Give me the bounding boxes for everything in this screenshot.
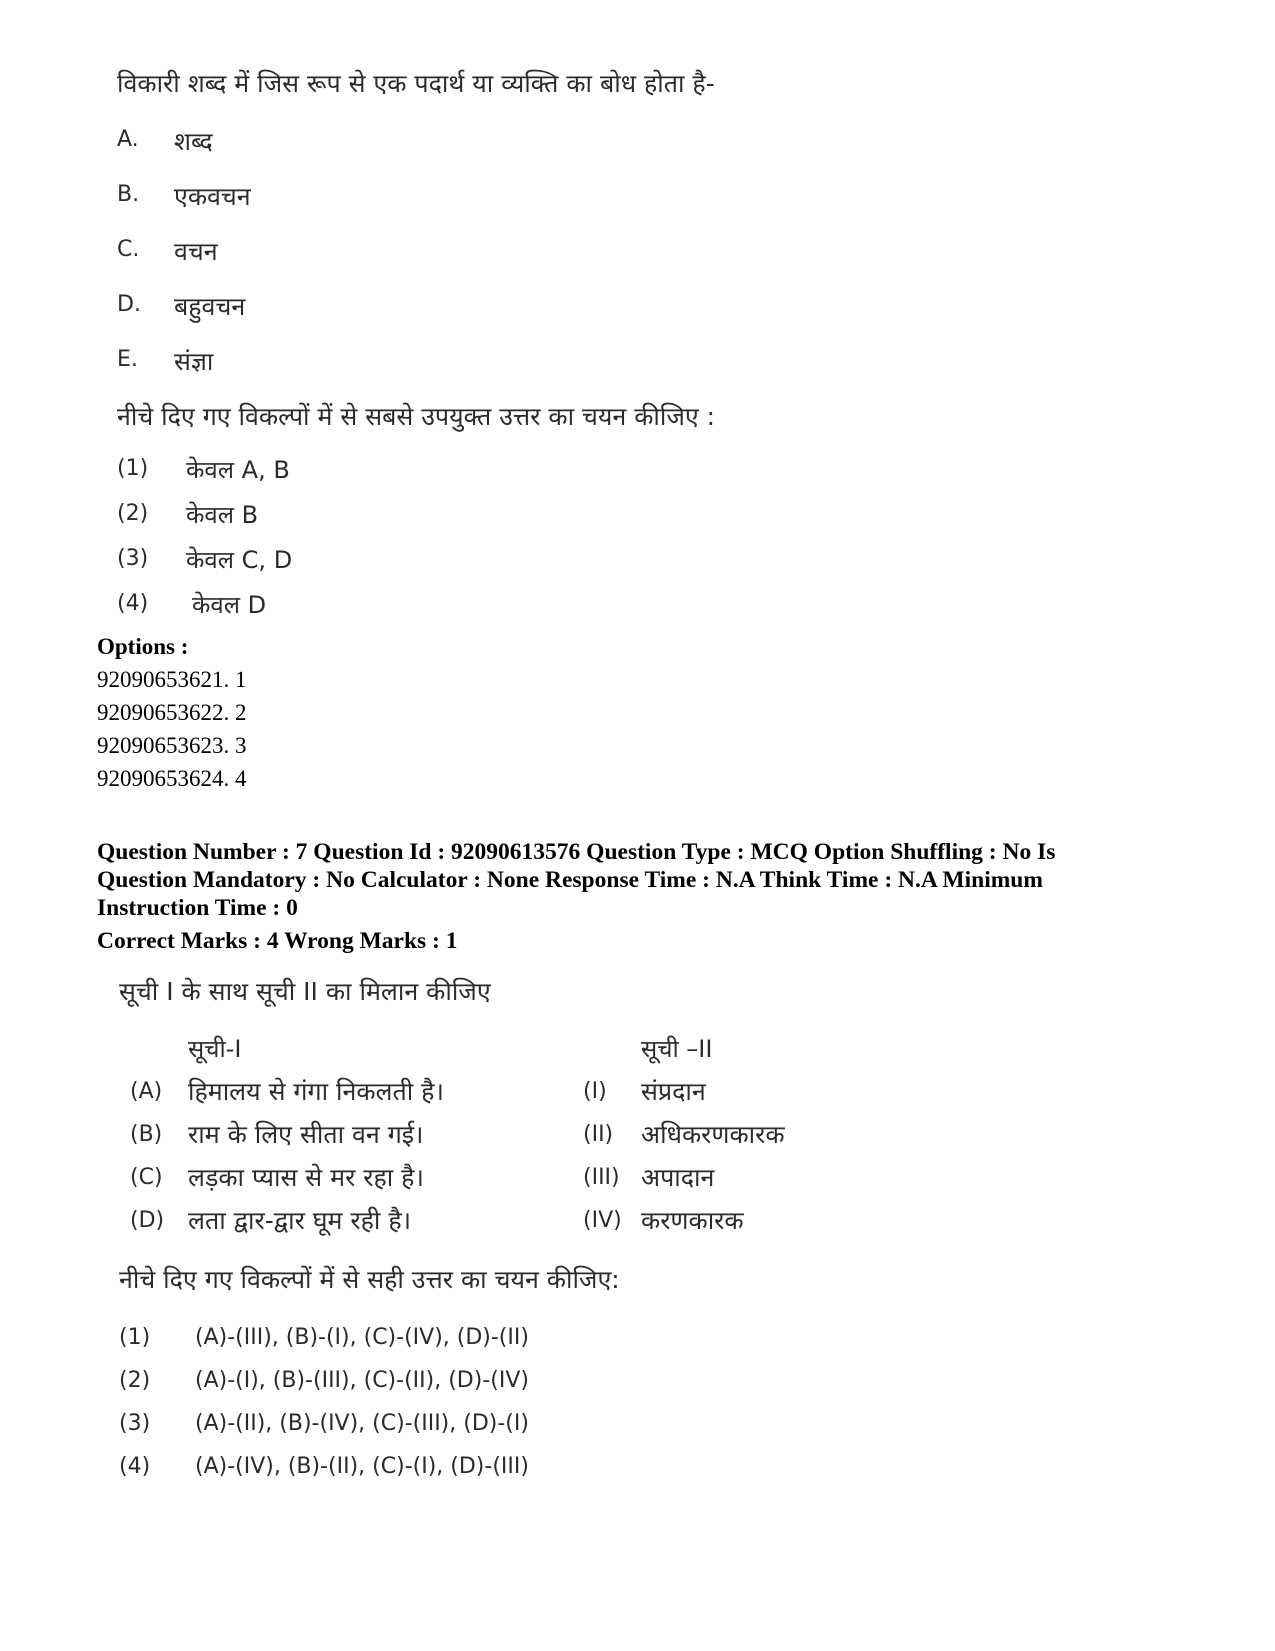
q7-instruction: नीचे दिए गए विकल्पों में से सही उत्तर का चयन कीजिए: bbox=[119, 1265, 620, 1294]
list2-item-label: (II) bbox=[583, 1122, 614, 1147]
q6-choice-number: (2) bbox=[117, 501, 149, 526]
q7-choice-text: (A)-(II), (B)-(IV), (C)-(III), (D)-(I) bbox=[195, 1411, 529, 1436]
q7-choice-text: (A)-(I), (B)-(III), (C)-(II), (D)-(IV) bbox=[195, 1368, 529, 1393]
q6-choice-number: (4) bbox=[117, 591, 149, 616]
list2-item-text: अपादान bbox=[641, 1163, 715, 1192]
q6-statement-label: C. bbox=[117, 237, 140, 262]
list1-item-text: हिमालय से गंगा निकलती है। bbox=[188, 1077, 444, 1106]
marks-info: Correct Marks : 4 Wrong Marks : 1 bbox=[97, 928, 458, 954]
q7-choice-text: (A)-(IV), (B)-(II), (C)-(I), (D)-(III) bbox=[195, 1454, 529, 1479]
option-id: 92090653623. 3 bbox=[97, 733, 247, 758]
q6-statement-text: बहुवचन bbox=[174, 292, 246, 321]
q6-choice-number: (3) bbox=[117, 546, 149, 571]
list2-item-label: (III) bbox=[583, 1165, 620, 1190]
q6-choice-text: केवल C, D bbox=[186, 546, 293, 574]
question-meta-line: Question Number : 7 Question Id : 92090613576 Question Type : MCQ Option Shuffling : No Is bbox=[97, 839, 1056, 865]
list1-item-text: लता द्वार-द्वार घूम रही है। bbox=[188, 1206, 412, 1235]
q6-statement-text: वचन bbox=[174, 237, 218, 266]
q7-choice-text: (A)-(III), (B)-(I), (C)-(IV), (D)-(II) bbox=[195, 1325, 529, 1350]
q7-choice-number: (2) bbox=[119, 1368, 151, 1393]
q6-stem: विकारी शब्द में जिस रूप से एक पदार्थ या व्यक्ति का बोध होता है- bbox=[117, 69, 715, 98]
option-id: 92090653624. 4 bbox=[97, 766, 247, 791]
list1-heading: सूची-I bbox=[188, 1035, 242, 1063]
list1-item-label: (D) bbox=[130, 1208, 165, 1233]
q7-choice-number: (1) bbox=[119, 1325, 151, 1350]
question-meta-line: Instruction Time : 0 bbox=[97, 895, 298, 921]
list1-item-label: (C) bbox=[130, 1165, 163, 1190]
options-heading: Options : bbox=[97, 634, 189, 659]
list1-item-text: लड़का प्यास से मर रहा है। bbox=[188, 1163, 424, 1192]
list1-item-text: राम के लिए सीता वन गई। bbox=[188, 1120, 424, 1149]
q6-statement-label: E. bbox=[117, 347, 138, 372]
q7-choice-number: (4) bbox=[119, 1454, 151, 1479]
q6-statement-text: एकवचन bbox=[174, 182, 251, 211]
list1-item-label: (B) bbox=[130, 1122, 163, 1147]
list2-item-label: (I) bbox=[583, 1079, 607, 1104]
q7-choice-number: (3) bbox=[119, 1411, 151, 1436]
option-id: 92090653622. 2 bbox=[97, 700, 247, 725]
list2-item-label: (IV) bbox=[583, 1208, 622, 1233]
q6-choice-text: केवल B bbox=[186, 501, 259, 529]
q6-instruction: नीचे दिए गए विकल्पों में से सबसे उपयुक्त उत्तर का चयन कीजिए : bbox=[117, 402, 716, 431]
list2-item-text: संप्रदान bbox=[641, 1077, 706, 1106]
q6-statement-text: संज्ञा bbox=[174, 347, 214, 376]
list2-heading: सूची –II bbox=[641, 1035, 713, 1063]
q6-statement-label: A. bbox=[117, 127, 139, 152]
q6-statement-text: शब्द bbox=[174, 127, 213, 156]
list2-item-text: करणकारक bbox=[641, 1206, 744, 1235]
option-id: 92090653621. 1 bbox=[97, 667, 247, 692]
q6-statement-label: B. bbox=[117, 182, 140, 207]
q6-choice-number: (1) bbox=[117, 456, 149, 481]
q6-choice-text: केवल D bbox=[192, 591, 267, 619]
list1-item-label: (A) bbox=[130, 1079, 163, 1104]
q7-stem: सूची I के साथ सूची II का मिलान कीजिए bbox=[119, 977, 491, 1006]
q6-choice-text: केवल A, B bbox=[186, 456, 290, 484]
question-meta-line: Question Mandatory : No Calculator : None Response Time : N.A Think Time : N.A Minimum bbox=[97, 867, 1043, 893]
q6-statement-label: D. bbox=[117, 292, 141, 317]
list2-item-text: अधिकरणकारक bbox=[641, 1120, 785, 1149]
